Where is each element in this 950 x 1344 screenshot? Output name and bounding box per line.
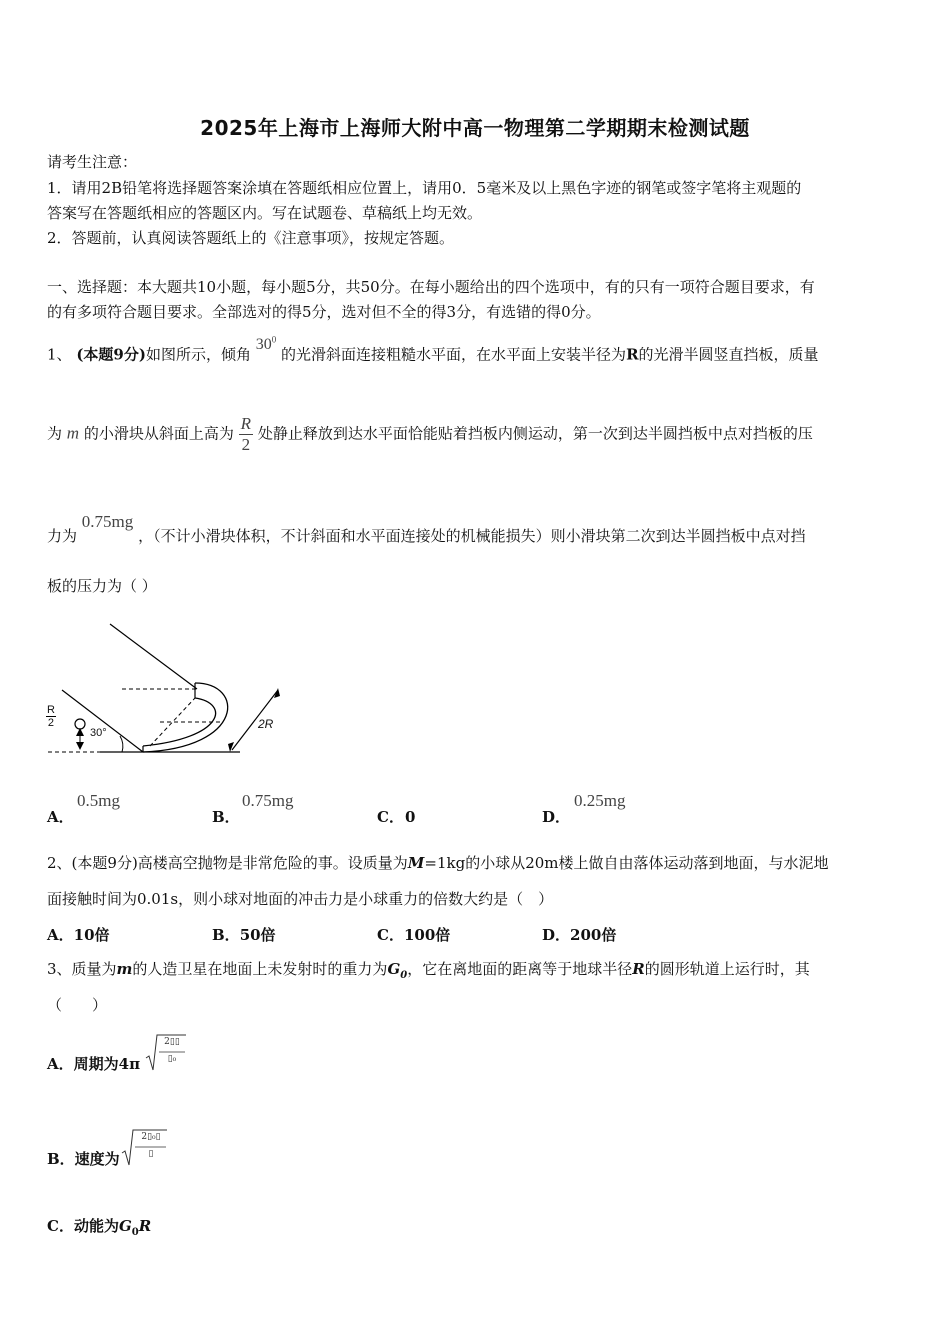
q1-text-1a: 如图所示，倾角 — [145, 345, 251, 364]
q3-option-c-G: G — [118, 1217, 132, 1235]
q3-option-b-label: B．速度为 — [47, 1150, 120, 1168]
q1-option-d-value: 0.25mg — [574, 791, 626, 810]
height-arrow-head — [76, 742, 84, 750]
q1-radius: R — [626, 345, 639, 364]
notice-line-2: 2．答题前，认真阅读答题纸上的《注意事项》，按规定答题。 — [47, 229, 455, 247]
q2-line-1 — [47, 853, 829, 873]
figure-angle-label: 30° — [90, 727, 107, 739]
q2-option-c: C．100倍 — [377, 926, 451, 944]
section-intro-a: 一、选择题：本大题共10小题，每小题5分，共50分。在每小题给出的四个选项中，有的只有一项符合题目要求，有 — [47, 278, 815, 296]
diameter-arrow-head-top — [274, 688, 280, 698]
q1-figure — [40, 618, 300, 768]
q3-option-a-sqrt: 2▯▯ ▯₀ — [145, 1032, 187, 1072]
q1-tag: (本题9分) — [76, 345, 146, 364]
q1-figure-svg — [40, 618, 300, 768]
q1-angle: $30^0$ — [255, 335, 277, 354]
q1-line-4: 板的压力为（ ） — [47, 577, 157, 595]
q3-option-c-label: C．动能为 — [47, 1217, 119, 1235]
q3-text-1a: 3、质量为 — [47, 960, 117, 978]
q3-option-c — [47, 1216, 151, 1243]
q3-option-a-label: A．周期为4π — [47, 1055, 141, 1073]
q2-line-2: 面接触时间为0.01s，则小球对地面的冲击力是小球重力的倍数大约是（ ） — [47, 890, 554, 908]
q1-text-2a: 为 — [47, 424, 63, 443]
slider-block — [75, 719, 85, 729]
q1-line-1 — [47, 335, 819, 365]
q3-option-c-R: R — [138, 1217, 152, 1235]
q1-option-a-key: A． — [47, 808, 74, 826]
q1-option-c-value: 0 — [405, 808, 416, 826]
q1-option-a-value: 0.5mg — [77, 791, 120, 810]
figure-half-R-label: R 2 — [47, 704, 55, 729]
page-title: 2025年上海市上海师大附中高一物理第二学期期末检测试题 — [200, 116, 750, 140]
q1-height-fraction: $\frac{R}{2}$ — [240, 414, 252, 454]
q1-option-d-key: D． — [542, 808, 571, 826]
q1-text-3a: 力为 — [47, 527, 78, 545]
q2-text-1a: 2、(本题9分)高楼高空抛物是非常危险的事。设质量为 — [47, 854, 408, 872]
q1-text-3b: ，（不计小滑块体积，不计斜面和水平面连接处的机械能损失）则小滑块第二次到达半圆挡板中点对挡 — [138, 527, 806, 545]
notice-line-1b: 答案写在答题纸相应的答题区内。写在试题卷、草稿纸上均无效。 — [47, 204, 483, 222]
q3-option-b-sqrt: 2▯₀▯ ▯ — [121, 1127, 169, 1167]
q2-text-1b: =1kg的小球从20m楼上做自由落体运动落到地面，与水泥地 — [424, 854, 829, 872]
q3-gravity: $G_0$ — [387, 960, 408, 981]
section-intro-b: 的有多项符合题目要求。全部选对的得5分，选对但不全的得3分，有选错的得0分。 — [47, 303, 601, 321]
q1-option-b-key: B． — [212, 808, 240, 826]
q3-line-2: （ ） — [47, 996, 108, 1014]
q1-line-3 — [47, 512, 806, 546]
q1-option-b-value: 0.75mg — [242, 791, 294, 810]
q1-text-2c: 处静止释放到达水平面恰能贴着挡板内侧运动，第一次到达半圆挡板中点对挡板的压 — [257, 424, 813, 443]
q1-text-2b: 的小滑块从斜面上高为 — [83, 424, 234, 443]
q3-option-c-sub: 0 — [131, 1227, 139, 1238]
q2-option-b: B．50倍 — [212, 926, 276, 944]
notice-line-1a: 1．请用2B铅笔将选择题答案涂填在答题纸相应位置上，请用0．5毫米及以上黑色字迹的钢笔或签字笔将主观题的 — [47, 179, 802, 197]
q3-text-1d: 的圆形轨道上运行时，其 — [644, 960, 810, 978]
q1-text-1c: 的光滑半圆竖直挡板，质量 — [638, 345, 819, 364]
q3-mass: m — [116, 960, 133, 978]
q3-radius: R — [632, 960, 645, 978]
q3-text-1c: ，它在离地面的距离等于地球半径 — [407, 960, 633, 978]
angle-arc — [120, 736, 123, 752]
incline-upper-line — [110, 624, 197, 689]
q1-force: 0.75mg — [81, 512, 134, 531]
q2-option-a: A．10倍 — [47, 926, 110, 944]
diameter-arrow-head-bottom — [228, 742, 234, 752]
incline-slope — [62, 690, 143, 752]
q3-line-1 — [47, 959, 810, 986]
q1-number: 1、 — [47, 345, 72, 364]
notice-heading: 请考生注意： — [47, 153, 138, 171]
q2-option-d: D．200倍 — [542, 926, 617, 944]
q1-mass: m — [66, 423, 80, 443]
q1-text-1b: 的光滑斜面连接粗糙水平面，在水平面上安装半径为 — [281, 345, 627, 364]
q2-mass-symbol: M — [407, 854, 425, 872]
q3-text-1b: 的人造卫星在地面上未发射时的重力为 — [132, 960, 388, 978]
height-arrow-head-top — [76, 728, 84, 736]
q1-option-c-key: C． — [377, 808, 404, 826]
q1-line-2 — [47, 414, 813, 455]
figure-2R-label: 2R — [258, 717, 274, 731]
